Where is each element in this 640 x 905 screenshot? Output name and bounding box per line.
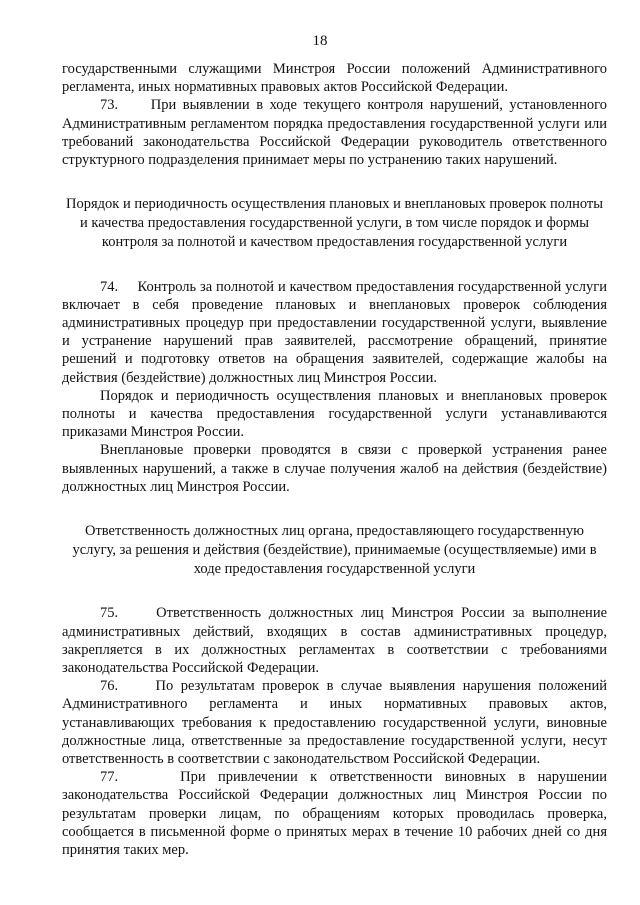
paragraph-text: При привлечении к ответственности виновных в нарушении законодательства Российской Федерации должностных лиц Минстроя России по результатам проверки лицам, по обращениям которых проводилась проверка, сообщается в письменной форме о принятых мерах в течение 10 рабочих дней со дня принятия таких мер. — [62, 769, 607, 859]
paragraph-73 — [62, 96, 607, 169]
page-number: 18 — [312, 33, 328, 49]
section-heading-responsibility: Ответственность должностных лиц органа, предоставляющего государственную услугу, за решения и действия (бездействие), принимаемые (осуществляемые) ими в ходе предоставления государственной услуги — [72, 523, 597, 577]
paragraph-74-b: Порядок и периодичность осуществления плановых и внеплановых проверок полноты и качества предоставления государственной услуги устанавливаются приказами Минстроя России. — [62, 387, 607, 441]
paragraph-74 — [62, 278, 607, 387]
intro-paragraph: государственными служащими Минстроя России положений Административного регламента, иных нормативных правовых актов Российской Федерации. — [62, 61, 607, 96]
paragraph-number: 76. — [100, 678, 119, 695]
document-body — [62, 60, 607, 859]
section-heading-inspections: Порядок и периодичность осуществления плановых и внеплановых проверок полноты и качества предоставления государственной услуги, в том числе порядок и формы контроля за полнотой и качеством предоставления государственной услуги — [66, 196, 603, 250]
paragraph-text: При выявлении в ходе текущего контроля нарушений, установленного Административным регламентом порядка предоставления государственной услуги или требований законодательства Российской Федерации руководитель ответственного структурного подразделения принимает меры по устранению таких нарушений. — [62, 97, 608, 169]
paragraph-number: 73. — [100, 97, 119, 114]
paragraph-74-c: Внеплановые проверки проводятся в связи с проверкой устранения ранее выявленных нарушений, а также в случае получения жалоб на действия (бездействие) должностных лиц Минстроя России. — [62, 442, 607, 495]
paragraph-number: 77. — [100, 769, 119, 786]
paragraph-number: 74. — [100, 278, 119, 295]
paragraph-75 — [62, 604, 607, 677]
paragraph-text: Контроль за полнотой и качеством предоставления государственной услуги включает в себя проведение плановых и внеплановых проверок соблюдения административных процедур при предоставлении государственной услуги, выявление и устранение нарушений прав заявителей, рассмотрение обращений, принятие решений и подготовку ответов на обращения заявителей, содержащие жалобы на действия (бездействие) должностных лиц Минстроя России. — [62, 278, 608, 386]
paragraph-text: По результатам проверок в случае выявления нарушения положений Административного регламента и иных нормативных правовых актов, устанавливающих требования к предоставлению государственной услуги, виновные должностные лица, ответственные за предоставление государственной услуги, несут ответственность в соответствии с законодательством Российской Федерации. — [62, 678, 607, 768]
paragraph-number: 75. — [100, 605, 119, 622]
paragraph-77 — [62, 768, 607, 859]
paragraph-76 — [62, 677, 607, 768]
paragraph-text: Ответственность должностных лиц Минстроя России за выполнение административных действий, входящих в состав административных процедур, закрепляется в их должностных регламентах в соответствии с требованиями законодательства Российской Федерации. — [62, 605, 608, 677]
